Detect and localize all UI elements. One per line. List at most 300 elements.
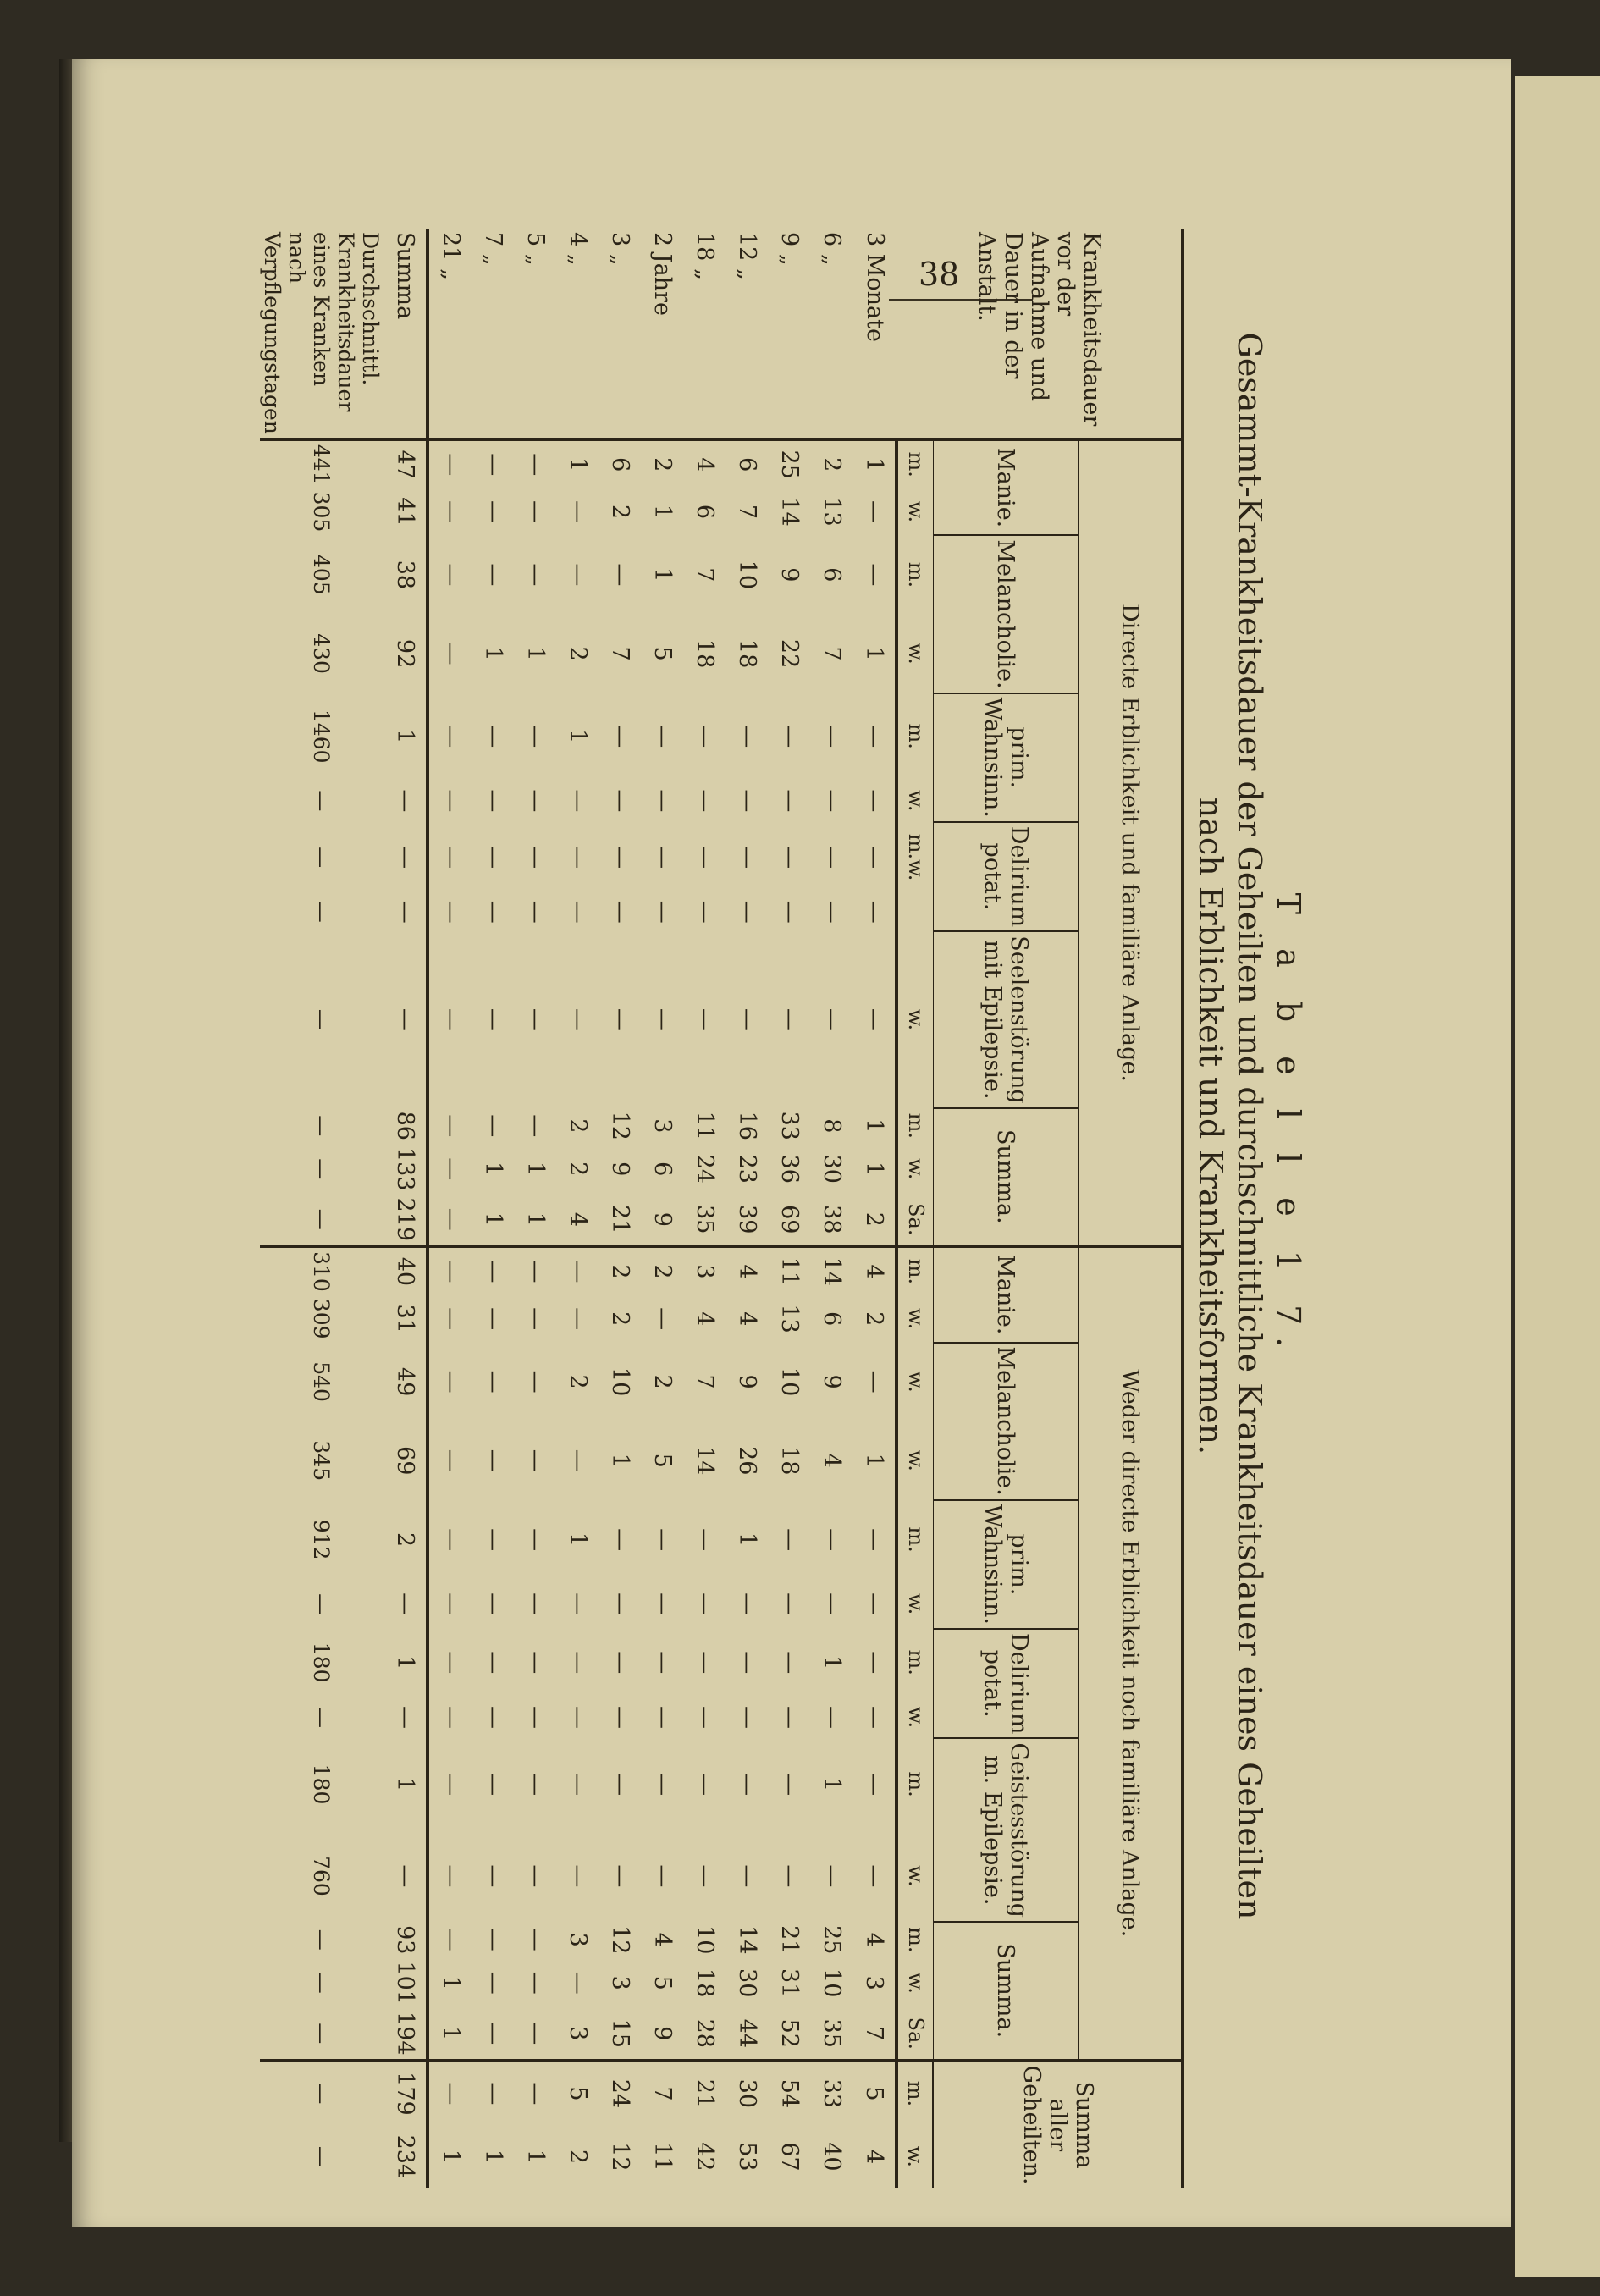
cell-none: — [438,1864,464,1888]
cell-direct: 4 [565,1211,591,1227]
table-row [383,229,428,2188]
cell-none: 310 [261,1246,384,1295]
cell-direct: — [649,900,676,924]
cell-total: 11 [649,2142,676,2172]
cell-none: — [480,2022,506,2045]
cell-none: 93 [383,1922,428,1957]
cell-direct: — [819,846,845,869]
cell-none: 12 [607,1925,633,1955]
cell-direct: — [438,642,464,665]
cell-direct: 7 [692,567,718,582]
sex-label-direct-11: Sa. [897,1195,934,1247]
cell-direct: 2 [861,1211,887,1227]
cell-none: 3 [861,1975,887,1990]
cell-none: — [734,1592,760,1616]
cell-none: 18 [692,1968,718,1998]
cell-direct: 16 [734,1111,760,1140]
cell-direct: — [861,900,887,924]
cell-none: 4 [819,1453,845,1468]
cell-none: — [607,1651,633,1675]
cell-none: — [480,1971,506,1995]
cell-none: — [861,1864,887,1888]
cell-direct: — [261,1108,384,1144]
cell-direct: 405 [261,535,384,614]
cell-direct: 430 [261,614,384,693]
cell-none: 10 [819,1968,845,1998]
cell-direct: 24 [692,1154,718,1184]
next-page-edge [1515,76,1600,2277]
cell-direct: 305 [261,488,384,536]
cell-none: — [607,1592,633,1616]
cell-none: — [649,1773,676,1797]
cell-none: — [776,1864,803,1888]
cell-direct: 2 [811,439,853,488]
table-caption [1191,229,1308,2023]
form-header-none-3: Delirium potat. [934,1629,1079,1738]
cell-direct: 1 [861,1162,887,1177]
cell-total: 30 [726,2061,769,2126]
sex-label-none-4: m. [897,1500,934,1579]
cell-none: 1 [565,1532,591,1548]
cell-none: — [438,1928,464,1951]
cell-none: 9 [734,1374,760,1389]
data-table [261,229,1185,2188]
form-header-none-0: Manie. [934,1246,1079,1342]
cell-none: — [565,1773,591,1797]
cell-direct: — [649,1007,676,1031]
table-row [811,229,853,2188]
cell-none: 15 [607,2018,633,2048]
cell-direct: — [480,499,506,523]
cell-none: — [692,1705,718,1729]
cell-none: — [383,1696,428,1738]
cell-total: 67 [776,2142,803,2172]
cell-none: 4 [649,1932,676,1947]
form-header-direct-5: Summa. [934,1108,1079,1246]
cell-direct: — [261,931,384,1107]
cell-direct: — [261,1144,384,1195]
cell-none: 28 [692,2018,718,2048]
cell-none: — [565,1307,591,1331]
cell-direct: — [776,789,803,813]
cell-none: 4 [853,1246,897,1295]
sex-label-direct-4: m. [897,693,934,780]
cell-none: — [607,1773,633,1797]
cell-direct: 3 [649,1118,676,1134]
cell-total: 1 [438,2149,464,2164]
cell-none: 69 [383,1421,428,1500]
cell-direct: — [734,789,760,813]
cell-direct: 1 [383,693,428,780]
cell-none: 10 [692,1925,718,1955]
cell-none: 2 [565,1374,591,1389]
cell-direct: — [480,846,506,869]
cell-none: — [438,1651,464,1675]
cell-none: — [649,1307,676,1331]
cell-direct: — [734,900,760,924]
cell-direct: — [438,789,464,813]
cell-direct: — [480,1007,506,1031]
cell-direct: 9 [776,567,803,582]
cell-none: — [522,1651,549,1675]
cell-none: — [565,1651,591,1675]
table-row [684,229,726,2188]
sex-label-total-0: m. [897,2061,934,2126]
cell-none: — [480,1773,506,1797]
cell-none: 1 [819,1777,845,1792]
cell-direct: — [522,900,549,924]
row-label: Durchschnittl. Krankheitsdauer eines Kranken nach Verpflegungstagen [261,229,384,439]
cell-direct: 14 [776,497,803,527]
cell-none: 31 [776,1968,803,1998]
row-label: 2 Jahre [649,232,676,316]
cell-direct: — [692,900,718,924]
form-header-direct-1: Melancholie. [934,535,1079,693]
cell-direct: 1 [853,439,897,488]
cell-direct: — [607,846,633,869]
cell-none: 2 [607,1311,633,1327]
sex-label-direct-3: w. [897,614,934,693]
cell-direct: 219 [383,1195,428,1247]
table-row [472,229,515,2188]
cell-total: 33 [811,2061,853,2126]
cell-none: 2 [599,1246,642,1295]
cell-direct: — [607,563,633,587]
cell-direct: — [261,892,384,931]
cell-direct: 7 [734,504,760,520]
cell-direct: — [383,892,428,931]
cell-none: — [565,1449,591,1472]
cell-none: — [861,1651,887,1675]
cell-none: 194 [383,2008,428,2061]
cell-none: — [438,1307,464,1331]
table-title-line2: nach Erblichkeit und Krankheitsformen. [1192,797,1229,1455]
cell-none: — [522,1705,549,1729]
cell-none: — [480,1592,506,1616]
cell-direct: — [734,846,760,869]
cell-total: 2 [565,2149,591,2164]
cell-total: 179 [383,2061,428,2126]
cell-none: 2 [642,1246,684,1295]
cell-none: 309 [261,1295,384,1343]
cell-none: — [261,1579,384,1629]
cell-direct: — [438,725,464,748]
cell-direct: — [480,563,506,587]
cell-direct: — [692,725,718,748]
cell-none: 1 [819,1655,845,1670]
cell-none: — [383,1579,428,1629]
table-row [769,229,811,2188]
cell-none: 3 [684,1246,726,1295]
cell-none: — [776,1651,803,1675]
cell-none: — [261,1957,384,2008]
cell-none: — [692,1592,718,1616]
cell-direct: — [428,439,472,488]
cell-direct: 10 [734,560,760,590]
cell-none: — [522,1971,549,1995]
cell-none: — [480,1449,506,1472]
cell-none: 3 [565,2026,591,2041]
form-header-none-5: Summa. [934,1922,1079,2060]
cell-total: 1 [480,2149,506,2164]
cell-direct: — [480,789,506,813]
cell-none: — [522,1528,549,1552]
cell-none: — [480,1705,506,1729]
cell-none: — [649,1864,676,1888]
cell-direct: — [383,931,428,1107]
cell-direct: — [607,900,633,924]
cell-none: — [522,1592,549,1616]
cell-none: 9 [649,2026,676,2041]
cell-none: — [438,1705,464,1729]
cell-none: 31 [383,1295,428,1343]
cell-direct: 35 [692,1205,718,1234]
cell-none: — [607,1705,633,1729]
row-label: 6 „ [819,232,845,266]
cell-none: — [522,1864,549,1888]
cell-direct: — [776,1007,803,1031]
cell-none: 180 [261,1629,384,1696]
row-label: 9 „ [776,232,803,266]
cell-total: — [472,2061,515,2126]
cell-direct: 22 [776,638,803,669]
cell-none: — [819,1592,845,1616]
cell-none: — [734,1705,760,1729]
sex-label-direct-0: m. [897,439,934,488]
cell-direct: — [480,725,506,748]
cell-direct: 2 [565,646,591,661]
cell-total: 5 [853,2061,897,2126]
cell-direct: 2 [565,1118,591,1134]
cell-direct: 4 [684,439,726,488]
sex-label-none-11: w. [897,1957,934,2008]
sex-label-none-7: w. [897,1696,934,1738]
cell-direct: 6 [599,439,642,488]
cell-none: — [522,1928,549,1951]
cell-none: 5 [649,1975,676,1990]
cell-none: 4 [726,1246,769,1295]
cell-none: — [565,1971,591,1995]
cell-direct: — [819,789,845,813]
cell-direct: — [565,499,591,523]
cell-direct: 1 [649,567,676,582]
cell-none: 18 [776,1446,803,1476]
cell-total: 5 [557,2061,599,2126]
cell-direct: 30 [819,1154,845,1184]
cell-none: 14 [692,1446,718,1476]
form-header-direct-0: Manie. [934,439,1079,535]
cell-none: 2 [861,1311,887,1327]
table-row [726,229,769,2188]
cell-none: — [480,1307,506,1331]
cell-total: — [428,2061,472,2126]
cell-total: 234 [383,2125,428,2188]
cell-total: 21 [684,2061,726,2126]
cell-direct: 2 [642,439,684,488]
cell-none: — [438,1592,464,1616]
cell-none: — [438,1528,464,1552]
cell-none: 49 [383,1343,428,1421]
cell-direct: — [438,1114,464,1138]
cell-direct: — [861,563,887,587]
cell-direct: 13 [819,497,845,527]
cell-none: — [565,1592,591,1616]
cell-none: 912 [261,1500,384,1579]
cell-none: — [692,1864,718,1888]
cell-direct: 6 [692,504,718,520]
cell-none: — [522,1449,549,1472]
cell-none: 4 [734,1311,760,1327]
cell-none: 3 [607,1975,633,1990]
cell-direct: 1 [480,646,506,661]
cell-none: 345 [261,1421,384,1500]
cell-none: — [480,1528,506,1552]
form-header-none-2: prim. Wahnsinn. [934,1500,1079,1629]
row-label: 5 „ [522,232,549,266]
cell-direct: — [776,725,803,748]
cell-direct: 47 [383,439,428,488]
cell-direct: 1 [861,1118,887,1134]
group-direct-header: Directe Erblichkeit und familiäre Anlage. [1079,439,1183,1246]
cell-none: — [438,1449,464,1472]
cell-direct: — [692,789,718,813]
cell-direct: — [565,1007,591,1031]
cell-direct: 11 [692,1111,718,1140]
cell-none: 9 [819,1374,845,1389]
cell-direct: — [522,846,549,869]
cell-none: — [522,1307,549,1331]
cell-direct: 5 [649,646,676,661]
cell-direct: — [861,1007,887,1031]
cell-none: 2 [649,1374,676,1389]
sex-label-direct-6: m.w. [897,822,934,893]
cell-none: — [522,2022,549,2045]
cell-direct: 1 [861,646,887,661]
group-none-header: Weder directe Erblichkeit noch familiäre Anlage. [1079,1246,1183,2060]
cell-none: — [607,1528,633,1552]
cell-direct: 41 [383,488,428,536]
cell-direct: — [819,1007,845,1031]
cell-none: — [261,1696,384,1738]
cell-direct: — [522,563,549,587]
sex-label-direct-8: w. [897,931,934,1107]
cell-direct: — [692,846,718,869]
cell-none: — [565,1864,591,1888]
cell-direct: — [515,439,557,488]
cell-direct: — [649,846,676,869]
table-row [853,229,897,2188]
cell-none: 44 [734,2018,760,2048]
cell-none: — [819,1528,845,1552]
cell-direct: 8 [819,1118,845,1134]
cell-none: — [522,1370,549,1394]
cell-total: — [261,2125,384,2188]
cell-total: 53 [734,2142,760,2172]
cell-none: 40 [383,1246,428,1295]
cell-direct: — [438,1007,464,1031]
cell-direct: 1 [557,439,599,488]
cell-none: 10 [776,1366,803,1397]
cell-none: 1 [383,1629,428,1696]
cell-none: 25 [819,1925,845,1955]
cell-direct: — [607,1007,633,1031]
cell-none: — [480,1370,506,1394]
cell-none: — [692,1773,718,1797]
cell-none: — [649,1592,676,1616]
cell-none: 1 [383,1738,428,1830]
table-row [642,229,684,2188]
sex-label-none-2: w. [897,1343,934,1421]
cell-none: — [776,1528,803,1552]
cell-direct: 1 [522,1211,549,1227]
row-label: 3 Monate [862,232,888,342]
cell-direct: 86 [383,1108,428,1144]
table-row [557,229,599,2188]
cell-direct: — [734,1007,760,1031]
cell-direct: — [261,1195,384,1247]
row-label: 21 „ [438,232,464,280]
cell-none: 35 [819,2018,845,2048]
cell-direct: 38 [819,1205,845,1234]
group-total-header: Summa aller Geheilten. [934,2061,1183,2188]
cell-direct: 1460 [261,693,384,780]
cell-none: — [649,1651,676,1675]
sex-label-none-10: m. [897,1922,934,1957]
cell-none: — [776,1705,803,1729]
sex-label-none-6: m. [897,1629,934,1696]
sex-label-direct-9: m. [897,1108,934,1144]
cell-direct: 9 [649,1211,676,1227]
cell-direct: — [438,900,464,924]
form-header-direct-2: prim. Wahnsinn. [934,693,1079,822]
cell-none: — [776,1592,803,1616]
cell-none: — [480,1651,506,1675]
cell-direct: — [383,822,428,893]
cell-none: — [776,1773,803,1797]
cell-direct: 6 [649,1162,676,1177]
cell-none: 13 [776,1304,803,1333]
sex-label-none-1: w. [897,1295,934,1343]
cell-direct: — [819,725,845,748]
cell-none: — [607,1864,633,1888]
row-label: 12 „ [734,232,760,280]
cell-none: — [649,1528,676,1552]
cell-none: — [861,1773,887,1797]
cell-total: — [261,2061,384,2126]
cell-direct: 1 [649,504,676,520]
cell-direct: 7 [607,646,633,661]
row-label: 18 „ [692,232,718,280]
cell-direct: — [607,789,633,813]
cell-none: — [480,1864,506,1888]
cell-none: — [472,1246,515,1295]
cell-none: 30 [734,1968,760,1998]
sex-label-none-8: m. [897,1738,934,1830]
sex-label-direct-1: w. [897,488,934,536]
form-header-direct-3: Delirium potat. [934,822,1079,931]
cell-direct: — [861,846,887,869]
sex-label-none-12: Sa. [897,2008,934,2061]
cell-direct: — [438,563,464,587]
cell-direct: — [649,725,676,748]
cell-total: 4 [861,2149,887,2164]
row-label: 7 „ [480,232,506,266]
cell-none: 26 [734,1446,760,1476]
cell-none: 4 [861,1932,887,1947]
cell-direct: 2 [565,1162,591,1177]
table-row [428,229,472,2188]
sex-label-none-5: w. [897,1579,934,1629]
